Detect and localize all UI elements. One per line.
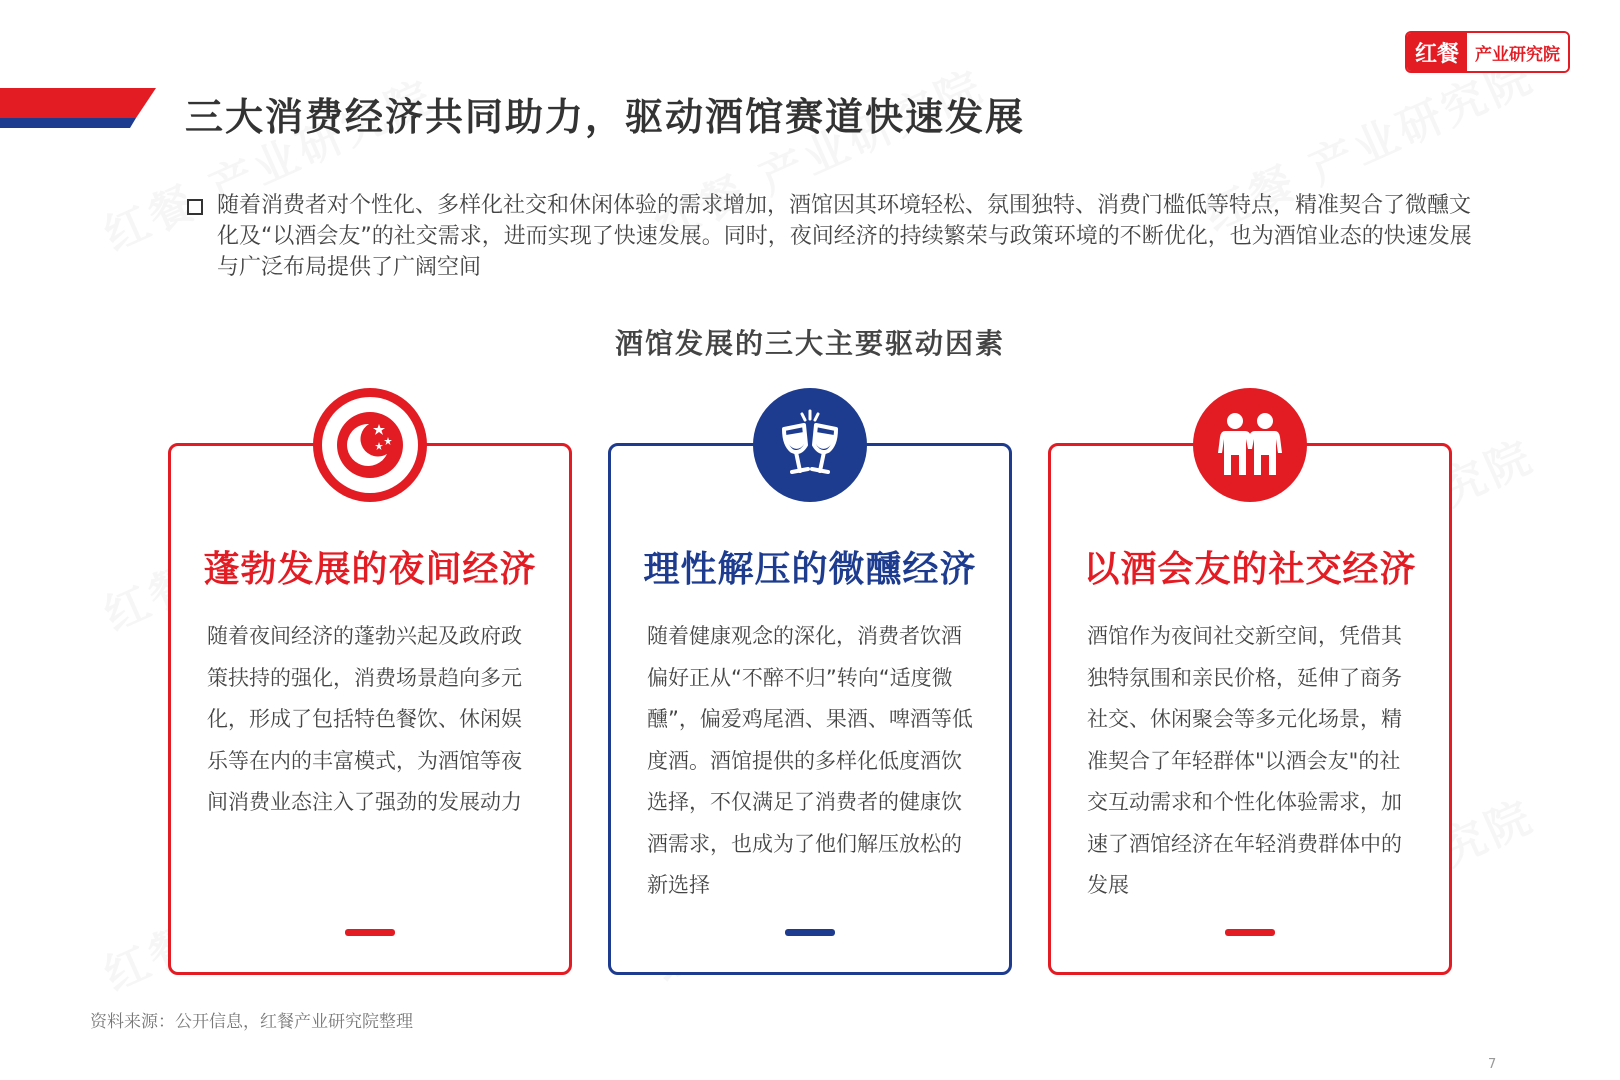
- card-heading: 蓬勃发展的夜间经济: [203, 549, 537, 590]
- page-title: 三大消费经济共同助力，驱动酒馆赛道快速发展: [185, 95, 1026, 139]
- factor-card-social-economy: [1048, 443, 1452, 975]
- brand-logo: [1405, 31, 1570, 73]
- square-bullet-icon: [187, 199, 203, 215]
- logo-text: 产业研究院: [1467, 33, 1568, 71]
- source-note: 资料来源：公开信息，红餐产业研究院整理: [90, 1012, 413, 1032]
- card-heading: 以酒会友的社交经济: [1083, 549, 1417, 590]
- card-body: 随着夜间经济的蓬勃兴起及政府政策扶持的强化，消费场景趋向多元化，形成了包括特色餐饮、休闲娱乐等在内的丰富模式，为酒馆等夜间消费业态注入了强劲的发展动力: [207, 624, 522, 814]
- intro-paragraph: [187, 190, 1477, 283]
- card-body: 酒馆作为夜间社交新空间，凭借其独特氛围和亲民价格，延伸了商务社交、休闲聚会等多元化场景，精准契合了年轻群体"以酒会友"的社交互动需求和个性化体验需求，加速了酒馆经济在年轻消费群体中的发展: [1087, 624, 1402, 897]
- two-people-holding-hands-icon: [1193, 388, 1307, 502]
- card-accent-bar: [1225, 929, 1275, 936]
- title-accent-bar: [0, 88, 160, 132]
- factor-card-night-economy: [168, 443, 572, 975]
- logo-mark: 红餐: [1407, 33, 1467, 71]
- card-accent-bar: [785, 929, 835, 936]
- card-accent-bar: [345, 929, 395, 936]
- wine-glasses-cheers-icon: [753, 388, 867, 502]
- card-heading: 理性解压的微醺经济: [643, 549, 977, 590]
- moon-stars-icon: [313, 388, 427, 502]
- page-number: 7: [1488, 1057, 1497, 1072]
- section-subtitle: 酒馆发展的三大主要驱动因素: [614, 327, 1005, 360]
- intro-text: 随着消费者对个性化、多样化社交和休闲体验的需求增加，酒馆因其环境轻松、氛围独特、消费门槛低等特点，精准契合了微醺文化及“以酒会友”的社交需求，进而实现了快速发展。同时，夜间经济的持续繁荣与政策环境的不断优化，也为酒馆业态的快速发展与广泛布局提供了广阔空间: [217, 193, 1472, 280]
- card-body: 随着健康观念的深化，消费者饮酒偏好正从“不醉不归”转向“适度微醺”，偏爱鸡尾酒、果酒、啤酒等低度酒。酒馆提供的多样化低度酒饮选择，不仅满足了消费者的健康饮酒需求，也成为了他们解压放松的新选择: [647, 624, 973, 897]
- factor-card-tipsy-economy: [608, 443, 1012, 975]
